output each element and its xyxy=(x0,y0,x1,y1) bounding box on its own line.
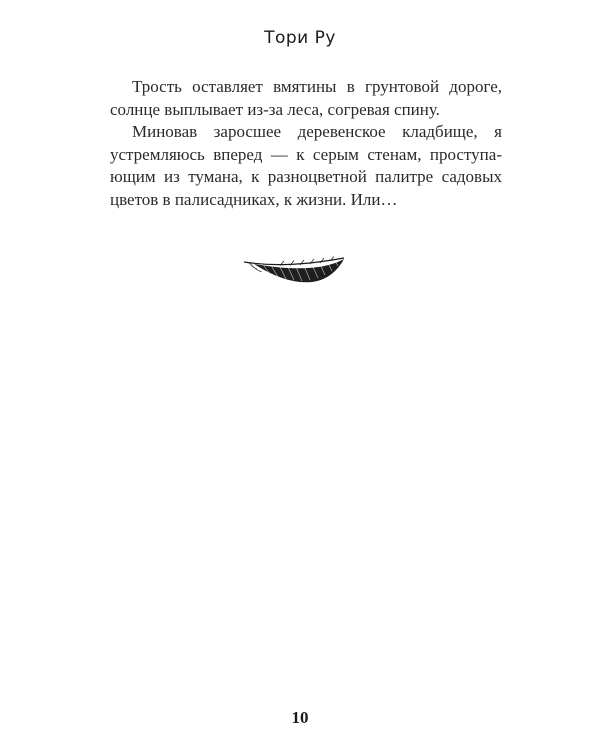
body-text xyxy=(110,76,502,211)
feather-icon xyxy=(240,252,350,292)
text-line: ющим из тумана, к разноцветной палитре садовых xyxy=(110,167,502,186)
page-number: 10 xyxy=(291,708,309,727)
text-line: Миновав заросшее деревенское кладбище, я xyxy=(132,122,502,141)
text-line: цветов в палисадниках, к жизни. Или… xyxy=(110,189,398,209)
text-line: Трость оставляет вмятины в грунтовой дороге, xyxy=(132,77,502,96)
text-line: солнце выплывает из-за леса, согревая спину. xyxy=(110,99,440,119)
text-line: устремляюсь вперед — к серым стенам, проступа- xyxy=(110,144,502,164)
running-head: Тори Ру xyxy=(264,28,336,48)
